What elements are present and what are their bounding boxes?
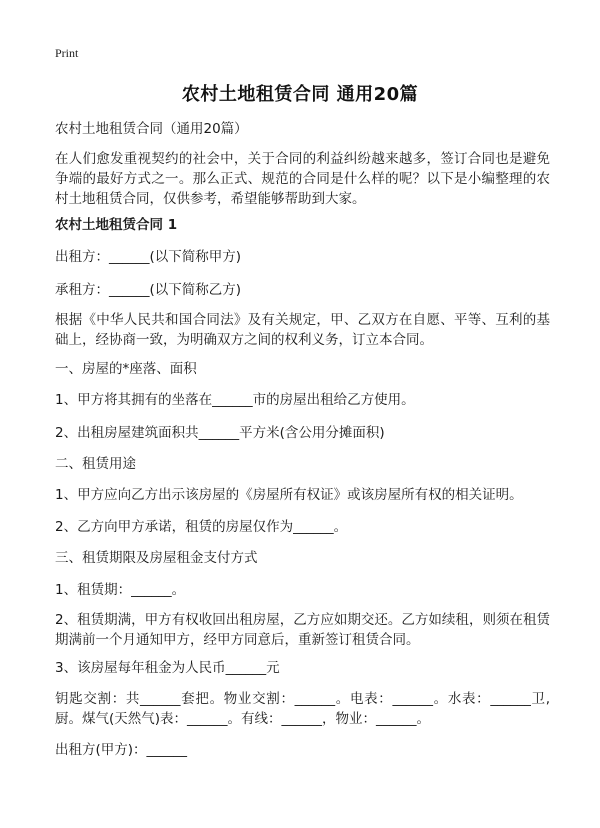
document-title: 农村土地租赁合同 通用20篇 (181, 84, 419, 105)
clause-3-title: 三、租赁期限及房屋租金支付方式 (55, 550, 258, 566)
clause-3-item-1: 1、租赁期：______。 (55, 582, 186, 598)
lessee-line: 承租方：______(以下简称乙方) (55, 282, 242, 298)
clause-2-title: 二、租赁用途 (55, 456, 136, 472)
intro-paragraph: 在人们愈发重视契约的社会中，关于合同的利益纠纷越来越多，签订合同也是避免争端的最好方式之一。那么正式、规范的合同是什么样的呢？以下是小编整理的农村土地租赁合同，仅供参考，希望能够帮助到大家。 (55, 151, 550, 207)
clause-2-item-2: 2、乙方向甲方承诺，租赁的房屋仅作为______。 (55, 519, 348, 535)
clause-3-item-2: 2、租赁期满，甲方有权收回出租房屋，乙方应如期交还。乙方如续租，则须在租赁期满前一个月通知甲方，经甲方同意后，重新签订租赁合同。 (55, 612, 550, 648)
clause-2-item-1: 1、甲方应向乙方出示该房屋的《房屋所有权证》或该房屋所有权的相关证明。 (55, 487, 523, 503)
section-heading: 农村土地租赁合同 1 (55, 217, 178, 233)
clause-1-title: 一、房屋的*座落、面积 (55, 361, 197, 377)
print-link[interactable]: Print (55, 46, 79, 60)
clause-1-item-2: 2、出租房屋建筑面积共______平方米(含公用分摊面积) (55, 425, 385, 441)
handover-paragraph: 钥匙交割：共______套把。物业交割：______。电表：______。水表：______卫,厨。煤气(天然气)表：______。有线：______，物业：______。 (55, 691, 550, 727)
lessor-signature-line: 出租方(甲方)：______ (55, 742, 188, 758)
clause-1-item-1: 1、甲方将其拥有的坐落在______市的房屋出租给乙方使用。 (55, 392, 415, 408)
clause-3-item-3: 3、该房屋每年租金为人民币______元 (55, 660, 280, 676)
basis-paragraph: 根据《中华人民共和国合同法》及有关规定，甲、乙双方在自愿、平等、互利的基础上，经协商一致，为明确双方之间的权利义务，订立本合同。 (55, 312, 550, 348)
lessor-line: 出租方：______(以下简称甲方) (55, 249, 242, 265)
document-subtitle: 农村土地租赁合同（通用20篇） (55, 121, 248, 137)
